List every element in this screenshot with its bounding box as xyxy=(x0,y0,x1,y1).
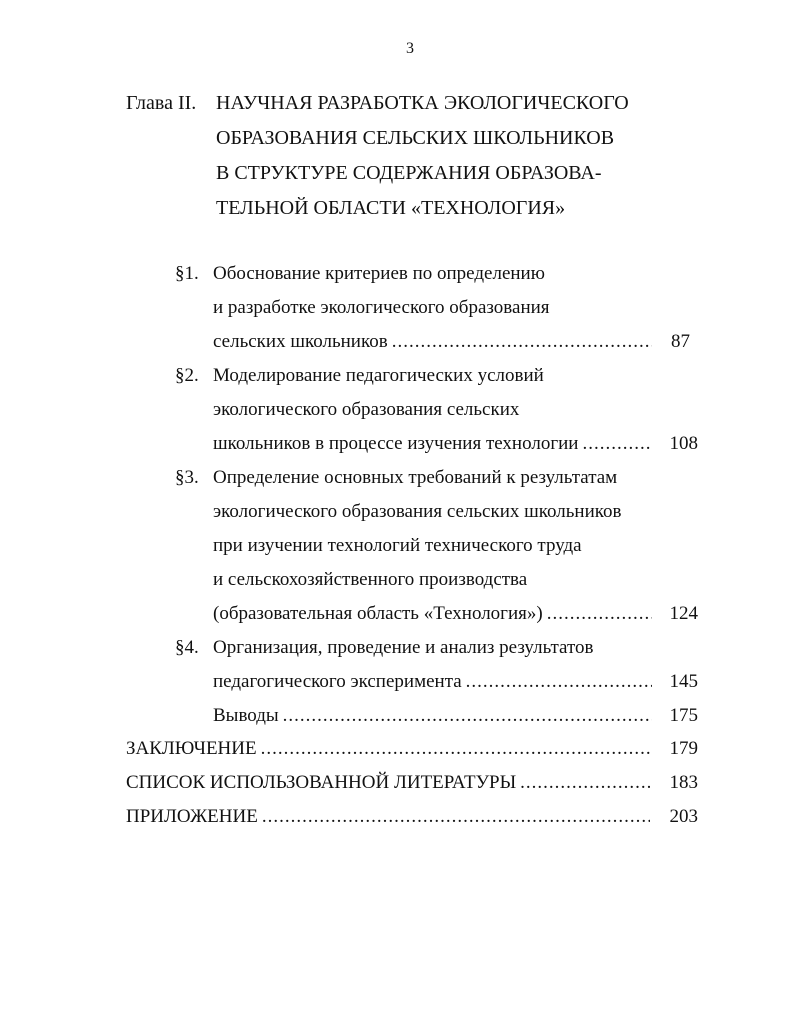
page-ref: 108 xyxy=(669,433,698,454)
section-line-with-leader xyxy=(213,667,656,697)
entry-label: СПИСОК ИСПОЛЬЗОВАННОЙ ЛИТЕРАТУРЫ xyxy=(126,772,517,793)
section-line: Обоснование критериев по определению xyxy=(213,263,545,284)
section-line-with-leader xyxy=(213,599,656,629)
dot-leader xyxy=(262,802,650,832)
dot-leader xyxy=(582,429,652,459)
dot-leader xyxy=(547,599,652,629)
page-ref: 203 xyxy=(669,806,698,827)
page-number: 3 xyxy=(406,40,414,57)
section-line-with-leader xyxy=(213,429,656,459)
page-ref: 145 xyxy=(669,671,698,692)
section-line: школьников в процессе изучения технологии xyxy=(213,433,579,454)
section-line: Моделирование педагогических условий xyxy=(213,365,544,386)
section-line: (образовательная область «Технология») xyxy=(213,603,543,624)
dot-leader xyxy=(466,667,652,697)
entry-line-with-leader xyxy=(126,802,654,832)
chapter-title-line: ТЕЛЬНОЙ ОБЛАСТИ «ТЕХНОЛОГИЯ» xyxy=(216,197,566,219)
section-line: и разработке экологического образования xyxy=(213,297,550,318)
page-ref: 87 xyxy=(671,331,690,352)
entry-label: ЗАКЛЮЧЕНИЕ xyxy=(126,738,257,759)
entry-line-with-leader xyxy=(213,701,656,731)
chapter-title-line: В СТРУКТУРЕ СОДЕРЖАНИЯ ОБРАЗОВА- xyxy=(216,162,602,184)
dot-leader xyxy=(283,701,652,731)
section-line: экологического образования сельских xyxy=(213,399,520,420)
dot-leader xyxy=(520,768,650,798)
entry-line-with-leader xyxy=(126,768,654,798)
page-ref: 124 xyxy=(669,603,698,624)
section-line: педагогического эксперимента xyxy=(213,671,462,692)
entry-label: Выводы xyxy=(213,705,279,726)
chapter-label: Глава II. xyxy=(126,92,197,114)
section-number: §1. xyxy=(175,263,199,284)
section-line: Организация, проведение и анализ результатов xyxy=(213,637,594,658)
chapter-title-line: НАУЧНАЯ РАЗРАБОТКА ЭКОЛОГИЧЕСКОГО xyxy=(216,92,629,114)
section-number: §2. xyxy=(175,365,199,386)
section-line: сельских школьников xyxy=(213,331,388,352)
dot-leader xyxy=(261,734,650,764)
page-ref: 175 xyxy=(669,705,698,726)
chapter-title-line: ОБРАЗОВАНИЯ СЕЛЬСКИХ ШКОЛЬНИКОВ xyxy=(216,127,615,149)
dot-leader xyxy=(392,327,652,357)
page-ref: 183 xyxy=(669,772,698,793)
entry-line-with-leader xyxy=(126,734,654,764)
page-ref: 179 xyxy=(669,738,698,759)
section-line: и сельскохозяйственного производства xyxy=(213,569,528,590)
chapter-title xyxy=(216,86,666,226)
section-number: §4. xyxy=(175,637,199,658)
section-line: экологического образования сельских школьников xyxy=(213,501,622,522)
section-line: при изучении технологий технического труда xyxy=(213,535,582,556)
section-number: §3. xyxy=(175,467,199,488)
entry-label: ПРИЛОЖЕНИЕ xyxy=(126,806,258,827)
section-line-with-leader xyxy=(213,327,656,357)
section-line: Определение основных требований к результатам xyxy=(213,467,618,488)
